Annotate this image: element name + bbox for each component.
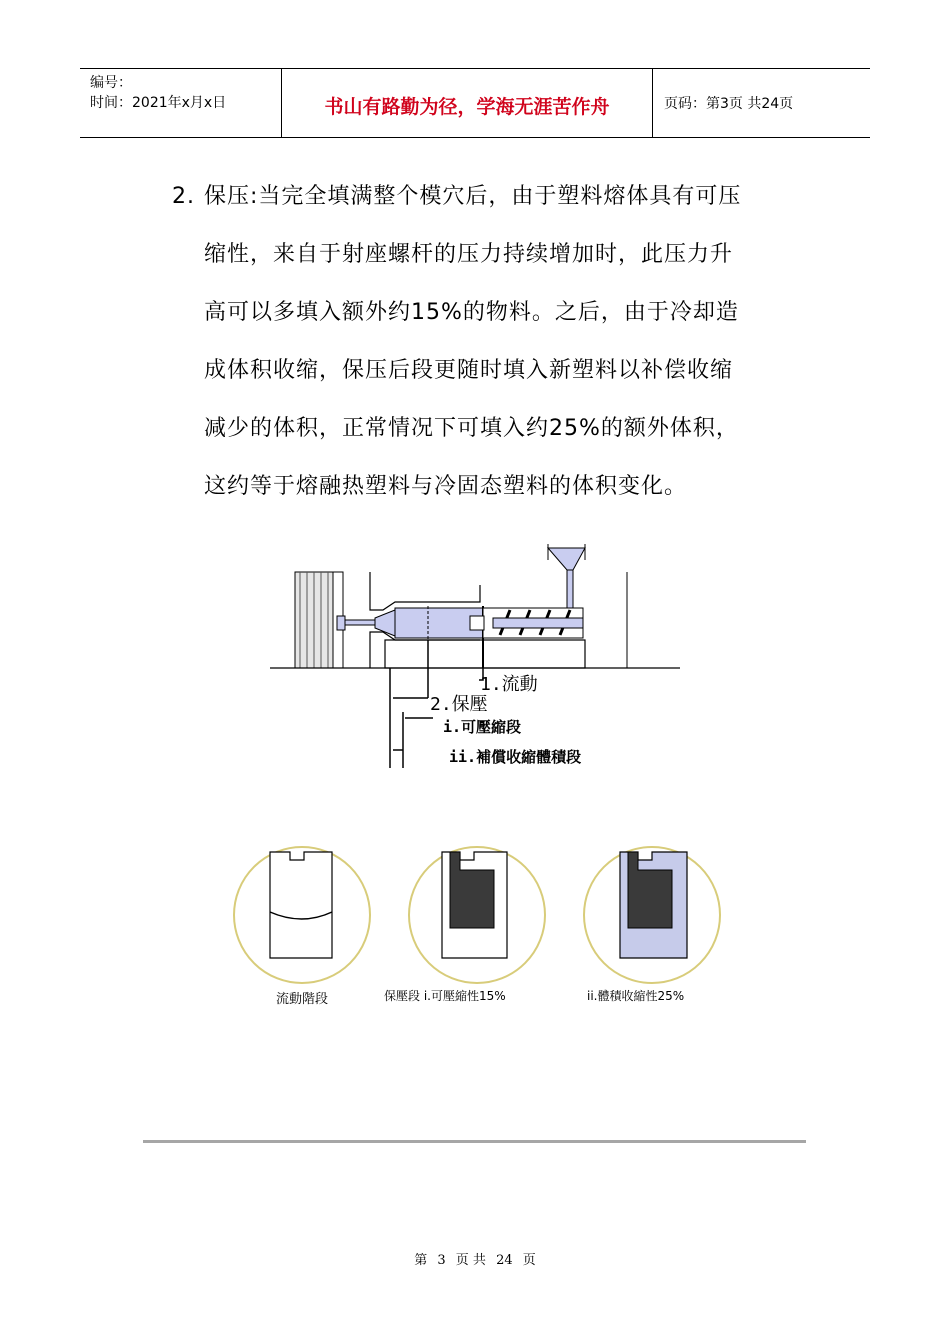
- caption-compressible: 保壓段 i.可壓縮性15%: [384, 989, 506, 1003]
- paragraph-line: 缩性，来自于射座螺杆的压力持续增加时，此压力升: [204, 242, 734, 267]
- cavity-stage-diagram: [232, 840, 732, 1015]
- header-info-cell: [80, 69, 282, 137]
- paragraph-holding-pressure: [172, 168, 812, 516]
- paragraph-line: 成体积收缩，保压后段更随时填入新塑料以补偿收缩: [204, 358, 734, 383]
- time-label: 时间：2021年x月x日: [90, 95, 227, 111]
- paragraph-line: 这约等于熔融热塑料与冷固态塑料的体积变化。: [204, 474, 688, 499]
- mold-block: [295, 572, 343, 668]
- footer-total: 24: [496, 1253, 513, 1268]
- stage-flow: [234, 847, 370, 1007]
- injection-unit-diagram: [265, 540, 685, 775]
- footer-page: 3: [437, 1253, 446, 1268]
- footer-divider: [143, 1140, 806, 1143]
- header-table: [80, 68, 870, 138]
- barrel-housing: [370, 572, 480, 610]
- paragraph-line: 高可以多填入额外约15%的物料。之后，由于冷却造: [204, 300, 739, 325]
- label-flow: 1.流動: [480, 674, 538, 695]
- item-number: 2.: [172, 184, 195, 209]
- paragraph-line: 减少的体积，正常情况下可填入约25%的额外体积，: [204, 416, 739, 441]
- stage-hold-compressible: [384, 847, 545, 1003]
- footer-page-number: [0, 1249, 950, 1268]
- footer-middle: 页 共: [455, 1253, 486, 1268]
- motto-text: 书山有路勤为径，学海无涯苦作舟: [324, 96, 610, 118]
- footer-suffix: 页: [522, 1253, 536, 1268]
- label-compensation: ii.補償收縮體積段: [449, 748, 582, 766]
- stage-volume-shrink: [584, 847, 720, 1003]
- header-motto-cell: [282, 69, 653, 137]
- label-compressible: i.可壓縮段: [443, 718, 522, 736]
- screw: [470, 608, 583, 638]
- label-hold: 2.保壓: [430, 694, 488, 715]
- footer-prefix: 第: [414, 1253, 428, 1268]
- page-info: 页码：第3页 共24页: [664, 96, 794, 112]
- hopper: [548, 544, 585, 608]
- paragraph-line: 保压:当完全填满整个模穴后，由于塑料熔体具有可压: [204, 184, 742, 209]
- caption-flow: 流動階段: [276, 992, 329, 1007]
- caption-shrink: ii.體積收縮性25%: [587, 989, 685, 1003]
- number-label: 编号：: [90, 75, 132, 91]
- nozzle: [337, 610, 395, 636]
